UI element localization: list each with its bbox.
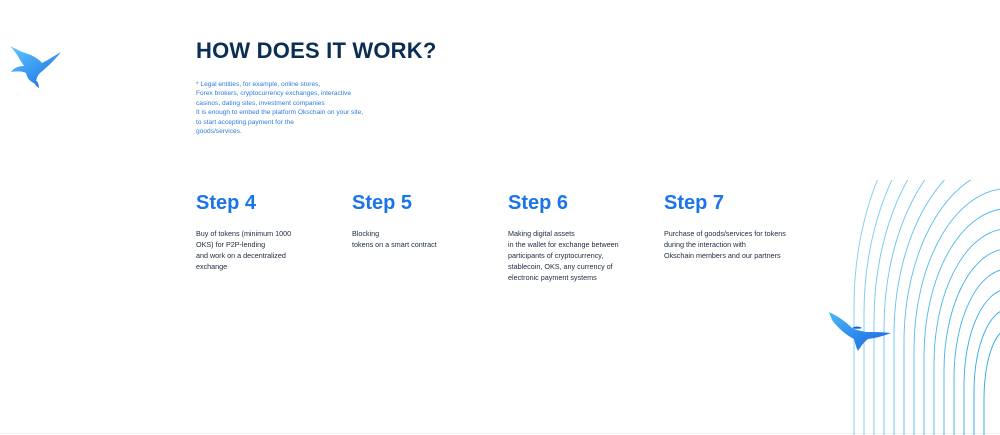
step-description-line: participants of cryptocurrency, — [508, 251, 604, 260]
eagle-icon — [828, 308, 894, 352]
intro-text — [196, 80, 416, 136]
intro-line: to start accepting payment for the — [196, 118, 294, 126]
step-6 — [508, 192, 658, 283]
step-description-line: exchange — [196, 262, 228, 271]
step-title: Step 6 — [508, 192, 569, 214]
step-description-line: OKS) for P2P-lending — [196, 240, 266, 249]
intro-line: casinos, dating sites, investment companies — [196, 99, 325, 107]
step-description — [352, 228, 502, 250]
step-description-line: Making digital assets — [508, 229, 575, 238]
step-description-line: Purchase of goods/services for tokens — [664, 229, 786, 238]
step-description-line: and work on a decentralized — [196, 251, 286, 260]
step-description-line: stablecoin, OKS, any currency of — [508, 262, 613, 271]
step-title: Step 5 — [352, 192, 413, 214]
step-5 — [352, 192, 502, 250]
step-description — [196, 228, 346, 272]
step-7 — [664, 192, 814, 261]
intro-line: * Legal entities, for example, online stores, — [196, 81, 321, 88]
step-description-line: Okschain members and our partners — [664, 251, 781, 260]
step-description — [664, 228, 814, 261]
intro-line: It is enough to embed the platform Okschain on your site, — [196, 109, 364, 117]
page-title: HOW DOES IT WORK? — [196, 38, 437, 63]
step-description-line: electronic payment systems — [508, 273, 597, 282]
step-description-line: during the interaction with — [664, 240, 746, 249]
step-4 — [196, 192, 346, 272]
step-title: Step 4 — [196, 192, 257, 214]
intro-line: goods/services. — [196, 128, 242, 136]
eagle-icon — [8, 44, 64, 88]
intro-line: Forex brokers, cryptocurrency exchanges, interactive — [196, 90, 352, 98]
step-description-line: tokens on a smart contract — [352, 240, 437, 249]
step-description — [508, 228, 658, 283]
step-description-line: Buy of tokens (minimum 1000 — [196, 229, 292, 238]
step-description-line: in the wallet for exchange between — [508, 240, 619, 249]
step-title: Step 7 — [664, 192, 725, 214]
step-description-line: Blocking — [352, 229, 380, 238]
